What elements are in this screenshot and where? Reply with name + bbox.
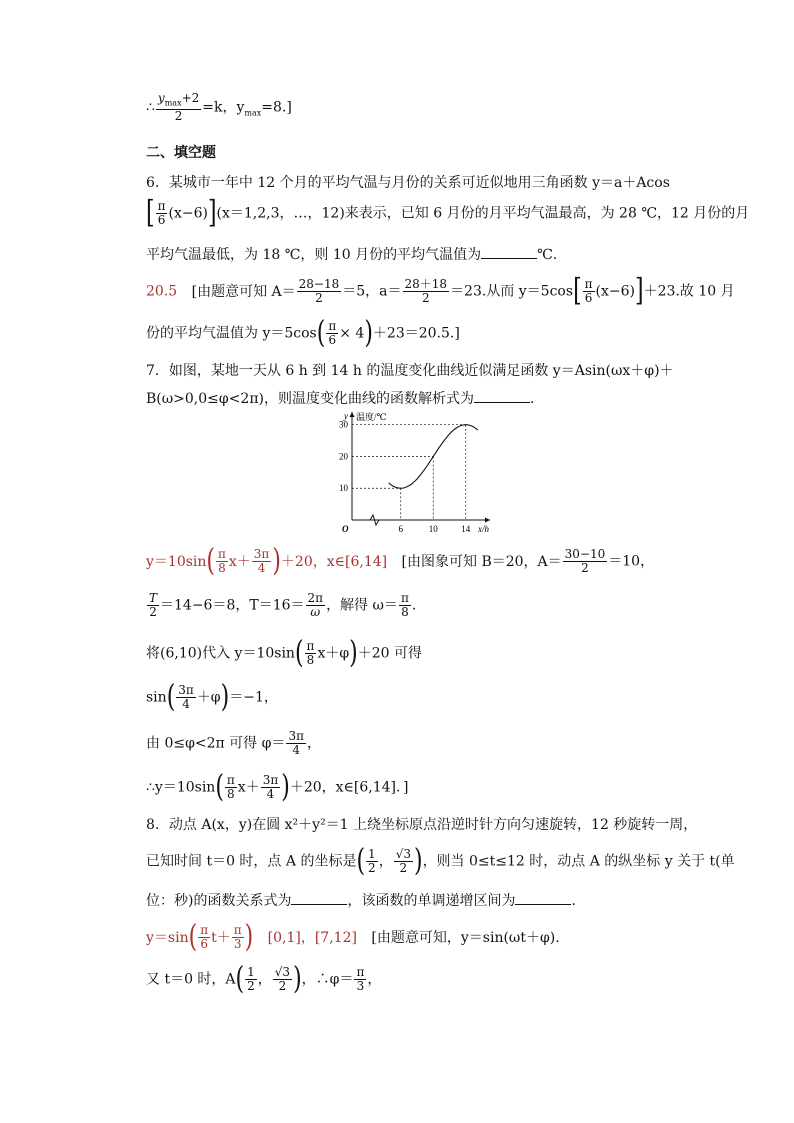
paren-close: ) (293, 962, 302, 997)
frac-num: π (226, 773, 235, 787)
frac-ymax (156, 92, 201, 123)
paren-close: ) (413, 844, 423, 879)
frac (147, 592, 159, 619)
sol-text: ＋20，x∈[6,14]．] (289, 779, 409, 796)
sol-text: . (571, 893, 576, 909)
frac-num: T (149, 591, 158, 605)
frac-den: 2 (278, 979, 287, 993)
sol-text: ＝−1， (229, 689, 278, 706)
frac-den: 6 (584, 291, 593, 305)
frac (261, 774, 281, 801)
frac-den: 4 (266, 787, 275, 801)
frac-den: 2 (581, 561, 589, 575)
frac (273, 966, 292, 993)
paren-close: ) (220, 680, 230, 715)
q7-answer-line (146, 544, 655, 579)
frac-den: 4 (257, 561, 266, 575)
frac-num: 30−10 (564, 547, 606, 561)
q7-sol2 (146, 592, 416, 619)
sol-text: ＝23.从而 y＝5cos (450, 283, 574, 300)
frac-num-rest: +2 (181, 91, 200, 105)
x-axis-arrow (485, 518, 490, 523)
sol-text: [由题意可知，y＝sin(ωt＋φ). (371, 929, 560, 946)
sol-text: ＋20 可得 (357, 645, 422, 662)
q7-sol4 (146, 680, 278, 715)
frac (216, 548, 228, 575)
sol-text: ，则当 0≤t≤12 时，动点 A 的纵坐标 y 关于 t(单 (422, 853, 735, 870)
ans-text: x＋ (228, 553, 251, 570)
bracket-close: ] (207, 196, 217, 231)
sol-text: ＋23＝20.5.] (372, 325, 460, 342)
q7-line1: 7．如图，某地一天从 6 h 到 14 h 的温度变化曲线近似满足函数 y＝Asin(ωx＋φ)＋ (146, 363, 674, 379)
frac (176, 684, 196, 711)
sol-text: ＋φ (196, 689, 221, 706)
frac-num: √3 (274, 965, 291, 979)
x-tick-label: 10 (428, 524, 438, 532)
paren-open: ( (235, 962, 245, 997)
frac-num: π (306, 639, 315, 653)
frac-num: 1 (247, 965, 255, 979)
paren-close: ) (349, 636, 358, 671)
sol-text: 又 t＝0 时，A (146, 971, 236, 988)
sol-text: ， (257, 971, 272, 988)
frac (366, 848, 378, 875)
q8-answer-line (146, 920, 560, 955)
ans-text: y＝10sin (146, 553, 207, 570)
y-tick-label: 20 (339, 451, 348, 462)
frac-den: 3 (356, 979, 365, 993)
sol-text: × 4 (339, 325, 365, 342)
sol-text: (x−6) (595, 283, 636, 300)
sol-text: ，∴φ＝ (301, 971, 354, 988)
q7-line2b: . (530, 391, 535, 407)
frac (232, 924, 244, 951)
sol-text: 份的平均气温值为 y＝5cos (146, 325, 317, 342)
frac-den: 2 (149, 605, 157, 619)
y-axis-arrow (350, 412, 355, 417)
paren-close: ) (364, 316, 373, 351)
prev-rest: =k，y (202, 99, 245, 116)
frac-num: y (157, 91, 165, 105)
frac (225, 774, 237, 801)
sol-text: 位：秒)的函数关系式为 (146, 893, 292, 909)
q6-line1: 6．某城市一年中 12 个月的平均气温与月份的关系可近似地用三角函数 y＝a＋Acos (146, 175, 670, 191)
frac-num: π (400, 591, 409, 605)
q7-sol6 (146, 770, 409, 805)
answer-blank (291, 892, 347, 905)
sol-text: [由题意可知 A＝ (191, 283, 296, 300)
frac (286, 730, 306, 757)
q8-sol2 (146, 962, 382, 997)
sol-text: ， (367, 971, 382, 988)
sol-text: 将(6,10)代入 y＝10sin (146, 645, 295, 662)
q8-line3 (146, 890, 576, 910)
frac (252, 548, 272, 575)
sol-text: 已知时间 t＝0 时，点 A 的坐标是 (146, 853, 357, 870)
ans-text: ＋20，x∈[6,14] (280, 553, 388, 570)
frac (245, 966, 257, 993)
frac (403, 278, 450, 305)
frac-num: π (218, 547, 226, 561)
sol-text: ，该函数的单调递增区间为 (347, 893, 516, 909)
frac-num: 3π (262, 773, 279, 787)
frac (583, 278, 595, 305)
frac-num: 2π (307, 591, 324, 605)
paren-open: ( (316, 316, 326, 351)
frac-den: 6 (157, 213, 166, 227)
q6-line3 (146, 244, 557, 264)
frac (305, 640, 317, 667)
sol-text: ＝10， (608, 553, 655, 570)
frac (306, 592, 326, 619)
ans-text: t＋ (211, 929, 231, 946)
x-axis-label: x/h (478, 524, 489, 532)
q7-line2 (146, 388, 534, 408)
frac (563, 548, 608, 575)
sol-text: . (411, 597, 417, 614)
q6-solution2 (146, 316, 460, 351)
therefore-symbol: ∴ (146, 99, 155, 116)
frac (394, 848, 413, 875)
paren-open: ( (188, 920, 198, 955)
q6-solution1 (146, 274, 735, 309)
sol-text: ＝5，a＝ (342, 283, 402, 300)
frac-num: 28−18 (298, 277, 340, 291)
frac (399, 592, 411, 619)
sol-text: ＝14−6＝8，T＝16＝ (160, 597, 305, 614)
frac-num: π (233, 923, 242, 937)
frac-den: 2 (315, 291, 323, 305)
frac-den: 2 (421, 291, 430, 305)
frac-den: 2 (399, 861, 408, 875)
prev-sub: max (244, 108, 262, 118)
sol-text: x＋φ (317, 645, 350, 662)
sol-text: ∴y＝10sin (146, 779, 216, 796)
frac (326, 320, 338, 347)
frac-den: 2 (368, 861, 376, 875)
temperature-chart (330, 408, 496, 532)
ans-text: [0,1]，[7,12] (267, 929, 357, 946)
q7-answer (146, 544, 388, 579)
frac (297, 278, 342, 305)
y-axis-symbol: y (344, 411, 348, 421)
frac-num-sub: max (164, 98, 182, 108)
frac-den: 6 (328, 333, 337, 347)
q6-line2a: (x−6) (168, 205, 208, 222)
q6-answer: 20.5 (146, 283, 178, 300)
frac-num: 3π (178, 683, 194, 697)
frac-num: 1 (368, 847, 376, 861)
q8-answer (146, 920, 357, 955)
paren-open: ( (166, 680, 176, 715)
paren-close: ) (272, 544, 281, 579)
frac-num: π (356, 965, 365, 979)
frac-num: 3π (288, 729, 304, 743)
sol-text: x＋ (237, 779, 260, 796)
sol-text: [由图象可知 B＝20，A＝ (401, 553, 562, 570)
q6-line3b: ℃. (537, 247, 558, 263)
frac-den: 8 (218, 561, 226, 575)
q8-line1: 8．动点 A(x，y)在圆 x²＋y²＝1 上绕坐标原点沿逆时针方向匀速旋转，12 秒旋转一周， (146, 817, 698, 833)
frac-num: π (200, 923, 209, 937)
q7-sol3 (146, 636, 422, 671)
frac-pi6 (156, 200, 168, 227)
bracket-open: [ (146, 196, 155, 231)
x-tick-label: 14 (461, 524, 471, 532)
q7-line2a: B(ω>0,0≤φ<2π)，则温度变化曲线的函数解析式为 (146, 391, 474, 407)
bracket-open: [ (573, 274, 582, 309)
section-heading: 二、填空题 (146, 145, 216, 161)
frac-den: 3 (233, 937, 242, 951)
frac-num: π (157, 199, 166, 213)
y-axis-label: 温度/℃ (356, 412, 387, 422)
sol-text: 由 0≤φ<2π 可得 φ＝ (146, 735, 286, 752)
q6-line2 (146, 196, 750, 231)
y-tick-label: 10 (339, 483, 348, 494)
frac-den: ω (310, 605, 321, 619)
frac-den: 2 (174, 109, 183, 124)
frac-num: 3π (253, 547, 270, 561)
prev-conclusion (146, 92, 292, 123)
frac-num: π (584, 277, 593, 291)
answer-blank (474, 390, 530, 403)
q7-sol5 (146, 730, 321, 757)
bracket-close: ] (635, 274, 644, 309)
paren-open: ( (206, 544, 215, 579)
frac-den: 8 (401, 605, 409, 619)
paren-open: ( (294, 636, 304, 671)
x-tick-label: 6 (398, 524, 403, 532)
frac-num: 28＋18 (404, 277, 448, 291)
paren-open: ( (215, 770, 224, 805)
chart-layer (339, 411, 490, 532)
frac-num: π (328, 319, 337, 333)
sol-text: ＋23.故 10 月 (643, 283, 735, 300)
q8-line2 (146, 844, 735, 879)
frac-num: √3 (395, 847, 411, 861)
frac (354, 966, 366, 993)
sol-text: ，解得 ω＝ (326, 597, 398, 614)
frac-den: 2 (247, 979, 255, 993)
frac-den: 4 (182, 697, 190, 711)
frac-den: 6 (200, 937, 208, 951)
sol-text: sin (146, 689, 167, 706)
sol-text: ， (378, 853, 393, 870)
paren-open: ( (356, 844, 366, 879)
y-tick-label: 30 (339, 419, 348, 430)
frac-den: 8 (227, 787, 235, 801)
ans-text: y＝sin (146, 929, 189, 946)
paren-close: ) (244, 920, 254, 955)
frac-den: 4 (292, 743, 301, 757)
origin-label: O (342, 524, 349, 532)
prev-end: =8.] (261, 99, 292, 116)
paren-close: ) (281, 770, 290, 805)
answer-blank (515, 892, 571, 905)
sol-text: ， (306, 735, 321, 752)
frac (198, 924, 210, 951)
q6-line3a: 平均气温最低，为 18 ℃，则 10 月份的平均气温值为 (146, 247, 482, 263)
frac-den: 8 (306, 653, 315, 667)
q6-line2b: (x＝1,2,3，…，12)来表示，已知 6 月份的月平均气温最高，为 28 ℃，12 月份的月 (216, 205, 750, 222)
answer-blank (481, 246, 537, 259)
